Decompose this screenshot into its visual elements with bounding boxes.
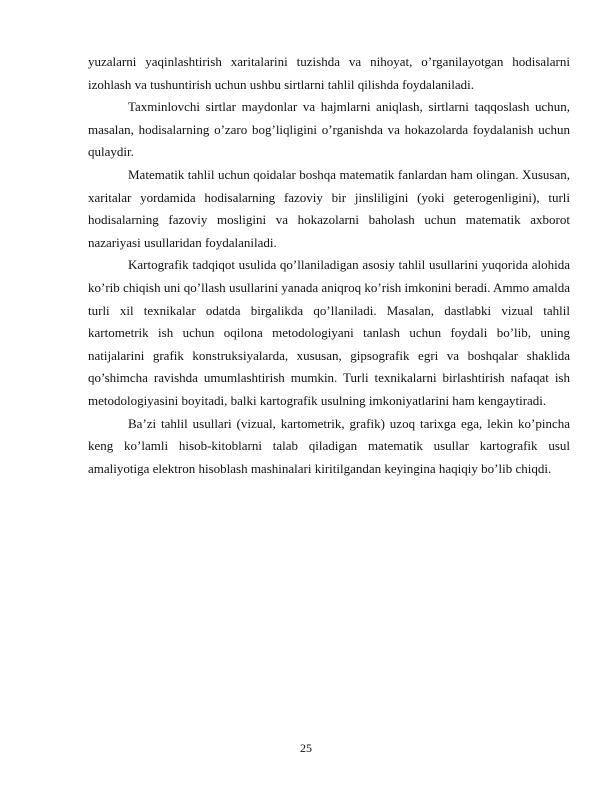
body-text	[88, 51, 570, 480]
page-number: 25	[300, 741, 312, 755]
paragraph-3: Matematik tahlil uchun qoidalar boshqa matematik fanlardan ham olingan. Xususan, xaritalar yordamida hodisalarning fazoviy bir jinsliligini (yoki geterogenligini), turli hodisalarning fazoviy mosligini va hokazolarni baholash uchun matematik axborot nazariyasi usullaridan foydalaniladi.	[88, 166, 570, 250]
paragraph-2: Taxminlovchi sirtlar maydonlar va hajmlarni aniqlash, sirtlarni taqqoslash uchun, masalan, hodisalarning o’zaro bog’liqligini o’rganishda va hokazolarda foydalanish uchun qulaydir.	[88, 99, 570, 160]
paragraph-1: yuzalarni yaqinlashtirish xaritalarini tuzishda va nihoyat, o’rganilayotgan hodisalarni izohlash va tushuntirish uchun ushbu sirtlarni tahlil qilishda foydalaniladi.	[88, 54, 570, 92]
paragraph-5: Ba’zi tahlil usullari (vizual, kartometrik, grafik) uzoq tarixga ega, lekin ko’pincha keng ko’lamli hisob-kitoblarni talab qiladigan matematik usullar kartografik usul amaliyotiga elektron hisoblash mashinalari kiritilgandan keyingina haqiqiy bo’lib chiqdi.	[88, 415, 570, 476]
paragraph-4: Kartografik tadqiqot usulida qo’llaniladigan asosiy tahlil usullarini yuqorida alohida ko’rib chiqish uni qo’llash usullarini yanada aniqroq ko’rish imkonini beradi. Ammo amalda turli xil texnikalar odatda birgalikda qo’llaniladi. Masalan, dastlabki vizual tahlil kartometrik ish uchun oqilona metodologiyani tanlash uchun foydali bo’lib, uning natijalarini grafik konstruksiyalarda, xususan, gipsografik egri va boshqalar shaklida qo’shimcha ravishda umumlashtirish mumkin. Turli texnikalarni birlashtirish nafaqat ish metodologiyasini boyitadi, balki kartografik usulning imkoniyatlarini ham kengaytiradi.	[88, 257, 570, 408]
